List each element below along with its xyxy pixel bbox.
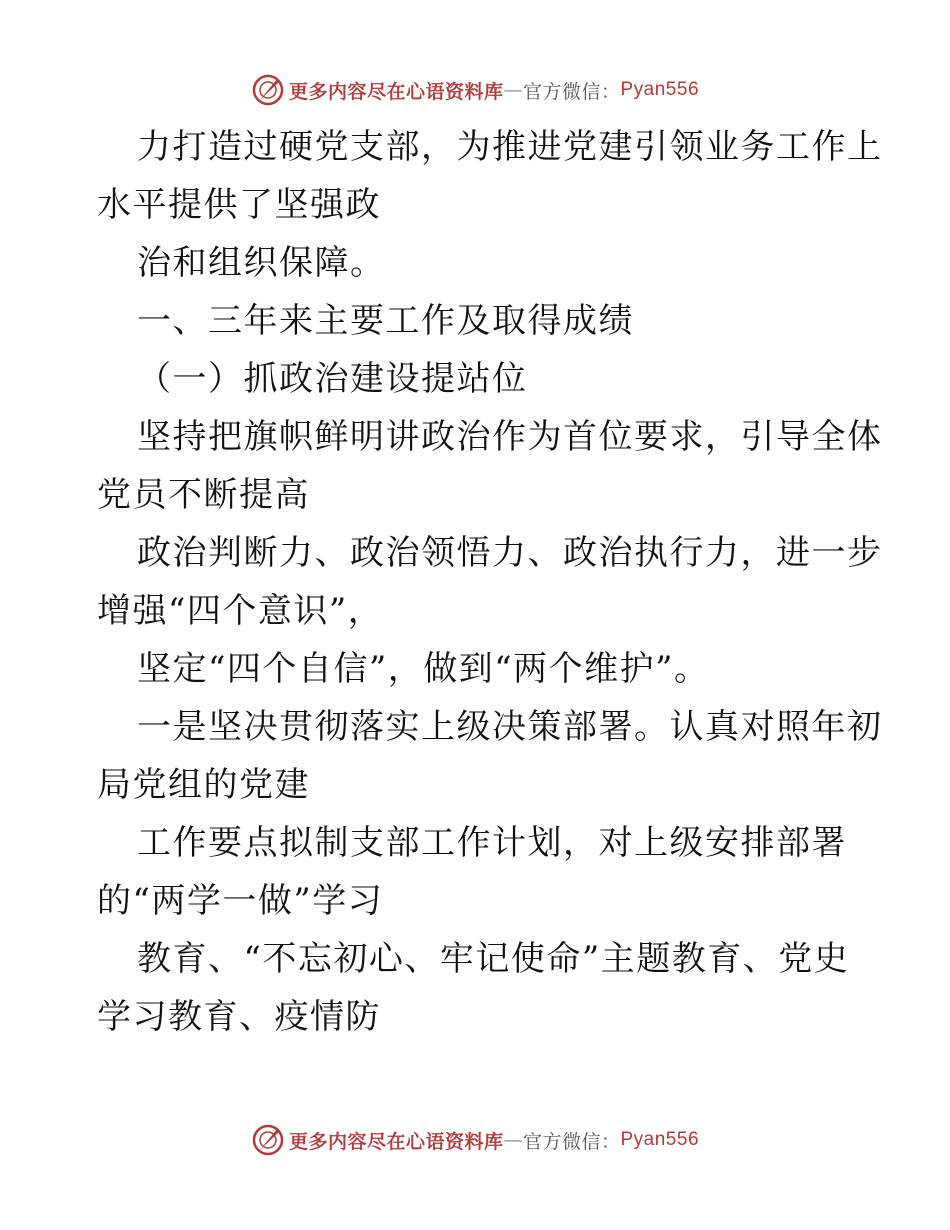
watermark-brand: 更多内容尽在心语资料库 — [288, 80, 504, 103]
body-line: 政治判断力、政治领悟力、政治执行力，进一步 — [137, 533, 883, 573]
watermark-wechat-label: 官方微信： — [522, 1130, 621, 1153]
body-line: 增强“四个意识”， — [97, 591, 384, 631]
watermark-wechat-id: Pyan556 — [620, 1129, 700, 1150]
subsection-heading: （一）抓政治建设提站位 — [137, 359, 528, 399]
watermark-wechat-id: Pyan556 — [620, 79, 700, 100]
body-line: 学习教育、疫情防 — [97, 997, 381, 1037]
body-line: 坚持把旗帜鲜明讲政治作为首位要求，引导全体 — [137, 417, 883, 457]
watermark-wechat-label: 官方微信： — [522, 80, 621, 103]
body-line: 治和组织保障。 — [137, 243, 386, 283]
quill-circle-icon — [251, 73, 285, 107]
body-line: 工作要点拟制支部工作计划，对上级安排部署 — [137, 823, 847, 863]
body-line: 力打造过硬党支部，为推进党建引领业务工作上 — [137, 127, 883, 167]
watermark-separator: — — [503, 1129, 523, 1151]
header-watermark — [0, 70, 950, 110]
footer-watermark — [0, 1120, 950, 1160]
section-heading: 一、三年来主要工作及取得成绩 — [137, 301, 634, 341]
body-line: 坚定“四个自信”，做到“两个维护”。 — [137, 649, 710, 689]
body-line: 一是坚决贯彻落实上级决策部署。认真对照年初 — [137, 707, 883, 747]
body-line: 教育、“不忘初心、牢记使命”主题教育、党史 — [137, 939, 850, 979]
body-line: 的“两学一做”学习 — [97, 881, 384, 921]
body-line: 局党组的党建 — [97, 765, 310, 805]
watermark-separator: — — [503, 79, 523, 101]
body-line: 党员不断提高 — [97, 475, 310, 515]
body-line: 水平提供了坚强政 — [97, 185, 381, 225]
quill-circle-icon — [251, 1123, 285, 1157]
document-body — [97, 118, 883, 1046]
watermark-brand: 更多内容尽在心语资料库 — [288, 1130, 504, 1153]
